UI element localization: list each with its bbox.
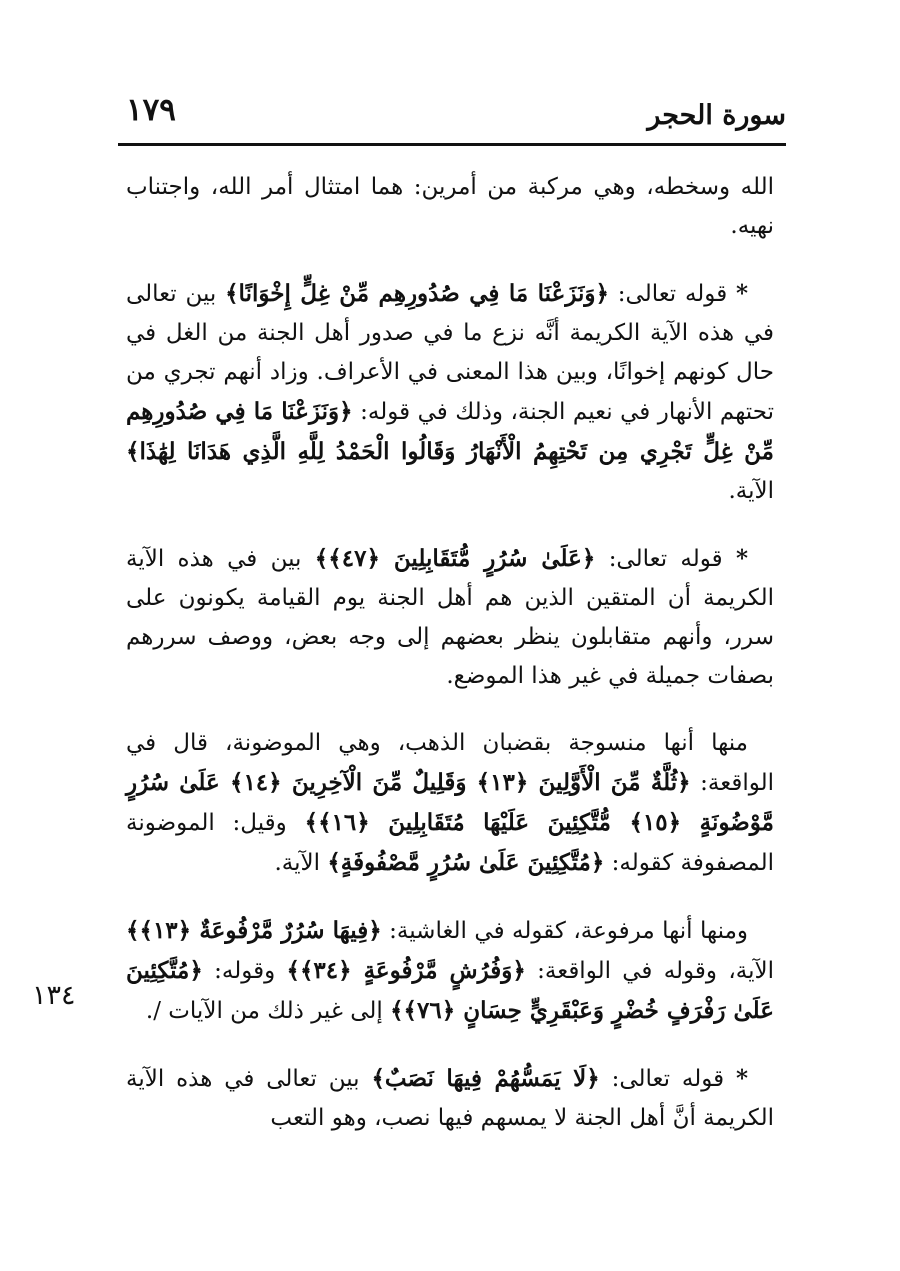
body-text [126, 168, 774, 1138]
quran-verse: ﴿مُتَّكِئِينَ عَلَىٰ سُرُرٍ مَّصْفُوفَةٍ﴾ [327, 849, 605, 876]
star-marker: * [735, 280, 748, 307]
page-header [118, 92, 786, 142]
star-marker: * [735, 1065, 748, 1092]
paragraph-6: * قوله تعالى: ﴿لَا يَمَسُّهُمْ فِيهَا نَصَبٌ﴾ بين تعالى في هذه الآية الكريمة أنَّ أهل الجنة لا يمسهم فيها نصب، وهو التعب [126, 1065, 774, 1131]
quran-verse: ﴿ثُلَّةٌ مِّنَ الْأَوَّلِينَ ﴿١٣﴾ وَقَلِيلٌ مِّنَ الْآخِرِينَ ﴿١٤﴾ عَلَىٰ سُرُرٍ مَّوْضُونَةٍ ﴿١٥﴾ مُّتَّكِئِينَ عَلَيْهَا مُتَقَابِلِينَ ﴿١٦﴾﴾ [126, 769, 774, 836]
paragraph-4: منها أنها منسوجة بقضبان الذهب، وهي الموضونة، قال في الواقعة: ﴿ثُلَّةٌ مِّنَ الْأَوَّلِينَ ﴿١٣﴾ وَقَلِيلٌ مِّنَ الْآخِرِينَ ﴿١٤﴾ عَلَىٰ سُرُرٍ مَّوْضُونَةٍ ﴿١٥﴾ مُّتَّكِئِينَ عَلَيْهَا مُتَقَابِلِينَ ﴿١٦﴾﴾ وقيل: الموضونة المصفوفة كقوله: ﴿مُتَّكِئِينَ عَلَىٰ سُرُرٍ مَّصْفُوفَةٍ﴾ الآية. [126, 730, 774, 876]
quran-verse: ﴿لَا يَمَسُّهُمْ فِيهَا نَصَبٌ﴾ [371, 1065, 600, 1092]
header-divider [118, 143, 786, 146]
quran-verse: ﴿مُتَّكِئِينَ عَلَىٰ رَفْرَفٍ خُضْرٍ وَعَبْقَرِيٍّ حِسَانٍ ﴿٧٦﴾﴾ [126, 957, 774, 1024]
paragraph-3: * قوله تعالى: ﴿عَلَىٰ سُرُرٍ مُّتَقَابِلِينَ ﴿٤٧﴾﴾ بين في هذه الآية الكريمة أن المتقين الذين هم أهل الجنة يوم القيامة يكونون على سرر، وأنهم متقابلون ينظر بعضهم إلى وجه بعض، ووصف سررهم بصفات جميلة في غير هذا الموضع. [126, 545, 774, 689]
paragraph-5: ومنها أنها مرفوعة، كقوله في الغاشية: ﴿فِيهَا سُرُرٌ مَّرْفُوعَةٌ ﴿١٣﴾﴾ الآية، وقوله في الواقعة: ﴿وَفُرُشٍ مَّرْفُوعَةٍ ﴿٣٤﴾﴾ وقوله: ﴿مُتَّكِئِينَ عَلَىٰ رَفْرَفٍ خُضْرٍ وَعَبْقَرِيٍّ حِسَانٍ ﴿٧٦﴾﴾ إلى غير ذلك من الآيات /. [126, 917, 774, 1024]
quran-verse: ﴿عَلَىٰ سُرُرٍ مُّتَقَابِلِينَ ﴿٤٧﴾﴾ [314, 545, 596, 572]
quran-verse: ﴿وَفُرُشٍ مَّرْفُوعَةٍ ﴿٣٤﴾﴾ [286, 957, 526, 984]
quran-verse: ﴿وَنَزَعْنَا مَا فِي صُدُورِهِم مِّنْ غِلٍّ تَجْرِي مِن تَحْتِهِمُ الْأَنْهَارُ وَقَالُوا الْحَمْدُ لِلَّهِ الَّذِي هَدَانَا لِهَٰذَا﴾ [126, 398, 774, 465]
paragraph-2: * قوله تعالى: ﴿وَنَزَعْنَا مَا فِي صُدُورِهِم مِّنْ غِلٍّ إِخْوَانًا﴾ بين تعالى في هذه الآية الكريمة أنَّه نزع ما في صدور أهل الجنة من الغل في حال كونهم إخوانًا، وبين هذا المعنى في الأعراف. وزاد أنهم تجري من تحتهم الأنهار في نعيم الجنة، وذلك في قوله: ﴿وَنَزَعْنَا مَا فِي صُدُورِهِم مِّنْ غِلٍّ تَجْرِي مِن تَحْتِهِمُ الْأَنْهَارُ وَقَالُوا الْحَمْدُ لِلَّهِ الَّذِي هَدَانَا لِهَٰذَا﴾ الآية. [126, 280, 774, 504]
quran-verse: ﴿وَنَزَعْنَا مَا فِي صُدُورِهِم مِّنْ غِلٍّ إِخْوَانًا﴾ [225, 280, 609, 307]
surah-title: سورة الحجر [647, 100, 786, 131]
page-number: ١٧٩ [126, 92, 176, 128]
paragraph-1: الله وسخطه، وهي مركبة من أمرين: هما امتثال أمر الله، واجتناب نهيه. [126, 174, 774, 239]
star-marker: * [735, 545, 749, 572]
margin-page-number: ١٣٤ [32, 980, 76, 1011]
quran-verse: ﴿فِيهَا سُرُرٌ مَّرْفُوعَةٌ ﴿١٣﴾﴾ [126, 917, 382, 944]
